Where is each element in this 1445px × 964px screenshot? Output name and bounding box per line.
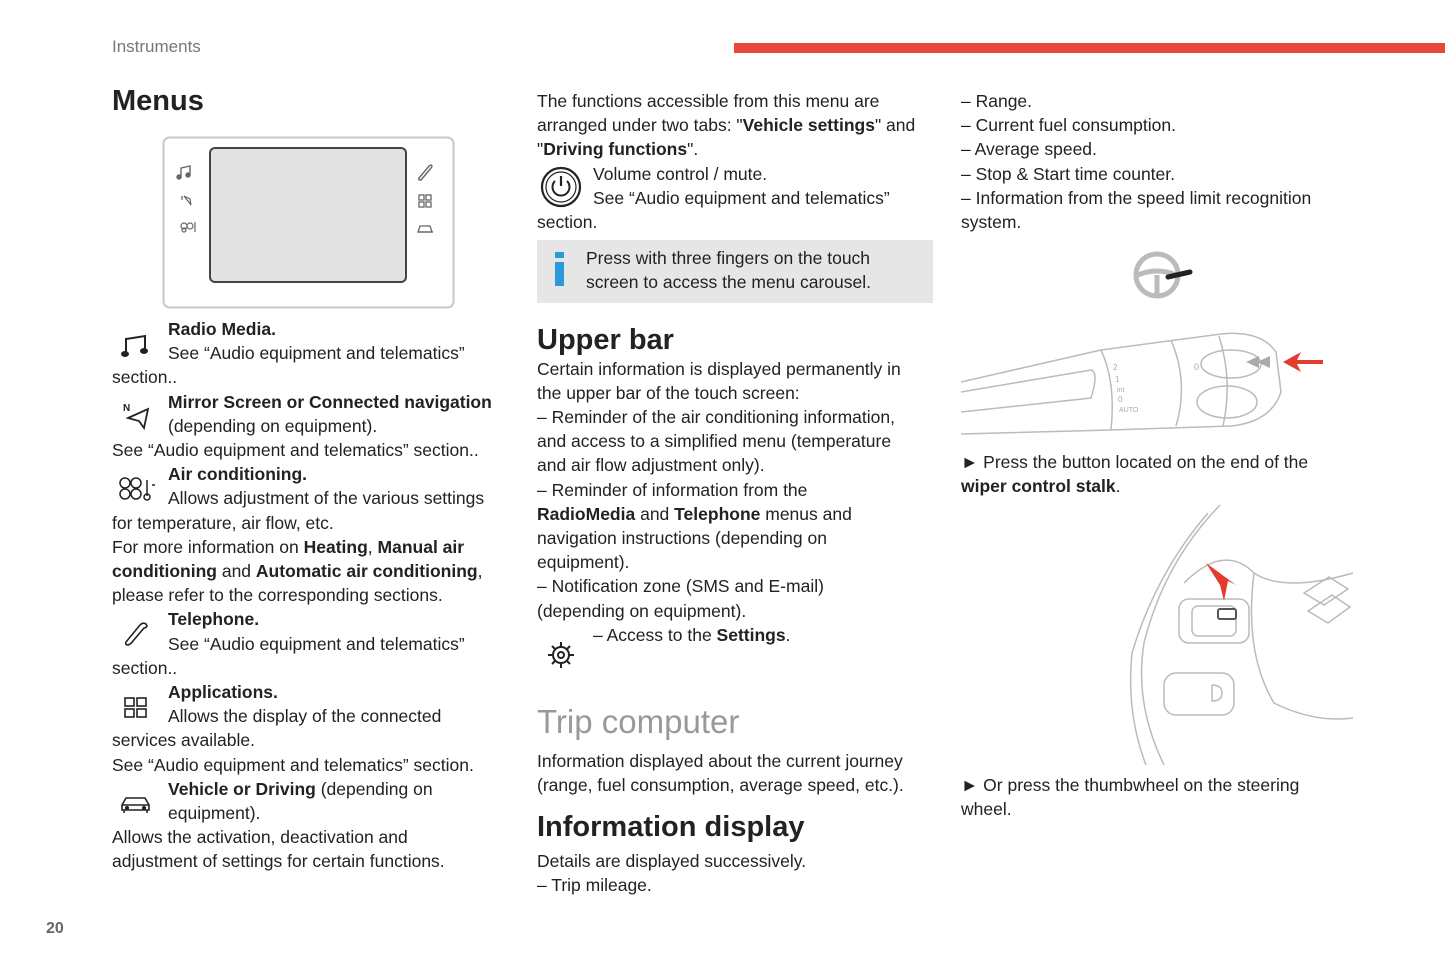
info-display-title-wrap xyxy=(537,810,804,844)
info-line-2: screen to access the menu carousel. xyxy=(586,272,872,293)
upper-bar-b2-l2: RadioMedia and Telephone menus and xyxy=(537,503,852,524)
vehicle-desc: Allows the activation, deactivation and xyxy=(112,827,408,848)
vehicle-title-suffix: (depending on xyxy=(315,778,433,799)
applications-desc: Allows the display of the connected xyxy=(168,706,442,727)
upper-bar-b4: – Access to the Settings. xyxy=(593,624,791,645)
menus-list xyxy=(112,317,522,874)
press1-l1: ► Press the button located on the end of the xyxy=(961,452,1309,472)
radio-media-title: Radio Media. xyxy=(168,319,276,339)
air-conditioning-title: Air conditioning. xyxy=(168,464,308,485)
air-conditioning-desc: Allows adjustment of the various settings xyxy=(168,488,485,509)
upper-bar-b2-l4: equipment). xyxy=(537,552,630,573)
intro-line-2: arranged under two tabs: "Vehicle settings" and xyxy=(537,115,916,136)
info-icon xyxy=(555,252,564,286)
svg-text:N: N xyxy=(123,403,131,414)
menus-title-wrap xyxy=(112,84,204,118)
info-box xyxy=(537,240,933,302)
stalk-label-0: 0 xyxy=(1118,395,1123,404)
upper-bar-l2: the upper bar of the touch screen: xyxy=(537,382,800,403)
press2-l1: ► Or press the thumbwheel on the steering xyxy=(961,775,1300,795)
applications-see: See “Audio equipment and telematics” section. xyxy=(112,754,474,775)
info-line-1: Press with three fingers on the touch xyxy=(586,248,871,269)
upper-bar-l1: Certain information is displayed permanently in xyxy=(537,358,901,379)
vehicle-desc-2: adjustment of settings for certain functions. xyxy=(112,851,445,872)
list-speed: – Average speed. xyxy=(961,139,1097,160)
upper-bar-b1-l1: – Reminder of the air conditioning information, xyxy=(537,407,895,428)
upper-bar-b1-l3: and air flow adjustment only). xyxy=(537,455,765,476)
intro-line-3: "Driving functions". xyxy=(537,139,699,160)
applications-title: Applications. xyxy=(168,682,278,703)
info-display-list xyxy=(961,89,1361,234)
touchscreen-illustration xyxy=(162,136,456,310)
list-fuel: – Current fuel consumption. xyxy=(961,115,1176,136)
mirror-screen-title: Mirror Screen or Connected navigation xyxy=(168,391,492,412)
column-2 xyxy=(537,89,933,647)
page-number: 20 xyxy=(46,920,64,937)
vehicle-title: Vehicle or Driving xyxy=(168,778,316,799)
ac-more-refer: please refer to the corresponding sections. xyxy=(112,585,443,606)
wiper-stalk-illustration xyxy=(961,322,1331,442)
list-speed-limit: – Information from the speed limit recognition xyxy=(961,187,1312,208)
stalk-red-arrow xyxy=(1283,352,1323,372)
thumbwheel-text xyxy=(961,773,1361,821)
trip-l2: (range, fuel consumption, average speed, etc.). xyxy=(537,775,904,796)
info-display-l1: Details are displayed successively. xyxy=(537,851,807,871)
trip-text xyxy=(537,749,933,797)
volume-cont: section. xyxy=(537,212,598,233)
volume-see: See “Audio equipment and telematics” xyxy=(593,187,890,208)
menus-title: Menus xyxy=(112,85,204,117)
applications-cont: services available. xyxy=(112,730,255,751)
wheel-red-arrow xyxy=(1206,563,1236,601)
volume-title: Volume control / mute. xyxy=(593,163,768,184)
stalk-label-2: 2 xyxy=(1113,363,1118,372)
upper-bar-b1-l2: and access to a simplified menu (temperature xyxy=(537,431,892,452)
mirror-screen-see: See “Audio equipment and telematics” section.. xyxy=(112,440,479,461)
air-conditioning-cont: for temperature, air flow, etc. xyxy=(112,512,334,533)
info-display-l2: – Trip mileage. xyxy=(537,875,652,896)
stalk-label-1: 1 xyxy=(1115,375,1120,384)
stalk-label-auto: AUTO xyxy=(1119,407,1139,414)
stalk-label-0b: 0 xyxy=(1194,362,1200,372)
section-label: Instruments xyxy=(112,37,201,56)
list-stop-start: – Stop & Start time counter. xyxy=(961,163,1175,184)
info-display-text xyxy=(537,849,933,897)
press2-l2: wheel. xyxy=(961,799,1012,820)
trip-l1: Information displayed about the current journey xyxy=(537,751,903,771)
upper-bar-b3-l1: – Notification zone (SMS and E-mail) xyxy=(537,576,824,597)
trip-computer-title: Trip computer xyxy=(537,703,740,740)
upper-bar-b2-l3: navigation instructions (depending on xyxy=(537,528,827,549)
telephone-title: Telephone. xyxy=(168,609,260,630)
upper-bar-b3-l2: (depending on equipment). xyxy=(537,600,747,621)
vehicle-note: equipment). xyxy=(168,803,261,824)
trip-title-wrap xyxy=(537,703,739,741)
ac-more-info: For more information on Heating, Manual air conditioning and Automatic air conditioning, xyxy=(112,536,483,582)
upper-bar-title: Upper bar xyxy=(537,323,674,356)
header-accent-bar xyxy=(734,43,1445,53)
telephone-cont: section.. xyxy=(112,657,178,678)
press1-l2: wiper control stalk. xyxy=(961,476,1121,497)
radio-media-see: See “Audio equipment and telematics” xyxy=(168,343,465,364)
upper-bar-b2-l1: – Reminder of information from the xyxy=(537,479,808,500)
telephone-see: See “Audio equipment and telematics” xyxy=(168,633,465,654)
list-speed-limit-cont: system. xyxy=(961,212,1022,233)
radio-media-cont: section.. xyxy=(112,367,178,388)
steering-wheel-controls-illustration xyxy=(1124,503,1354,767)
information-display-title: Information display xyxy=(537,811,805,843)
list-range: – Range. xyxy=(961,91,1033,111)
mirror-screen-note: (depending on equipment). xyxy=(168,415,378,436)
press-button-text xyxy=(961,450,1361,498)
steering-wheel-icon xyxy=(1130,250,1194,300)
intro-line-1: The functions accessible from this menu are xyxy=(537,91,880,111)
stalk-label-int: int xyxy=(1117,387,1125,394)
